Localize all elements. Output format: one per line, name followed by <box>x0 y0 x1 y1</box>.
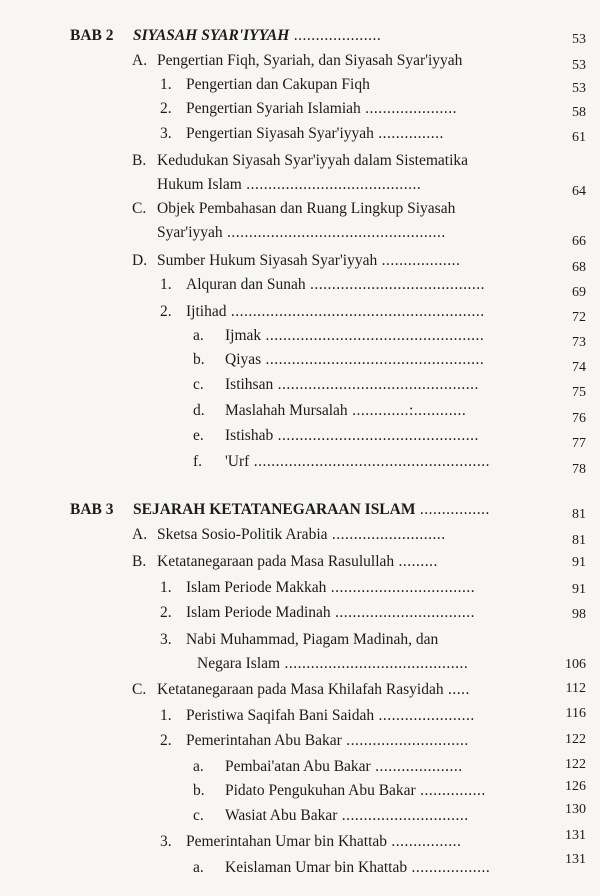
toc-entry-title[interactable] <box>157 175 421 195</box>
toc-page-number: 69 <box>572 285 586 300</box>
toc-leader-dots: .............:............ <box>347 402 467 419</box>
toc-entry-title[interactable] <box>157 151 468 171</box>
toc-number: f. <box>193 453 203 470</box>
toc-number: b. <box>193 351 205 368</box>
toc-entry-title[interactable] <box>186 706 475 726</box>
toc-title-text: Pengertian Siyasah Syar'iyyah <box>186 125 374 142</box>
toc-entry-title[interactable] <box>157 223 446 243</box>
toc-page-number: 116 <box>565 706 586 721</box>
toc-title-text: Islam Periode Makkah <box>186 579 327 596</box>
toc-leader-dots: ..... <box>443 681 470 698</box>
toc-entry-title[interactable] <box>157 199 455 219</box>
toc-title-text: Pengertian dan Cakupan Fiqh <box>186 76 370 93</box>
toc-title-text: Istihsan <box>225 376 274 393</box>
toc-leader-dots: ................ <box>415 501 490 518</box>
toc-entry-title[interactable] <box>157 552 438 572</box>
toc-entry-title[interactable] <box>157 51 462 71</box>
toc-leader-dots: ........................................ <box>241 176 422 193</box>
toc-page-number: 75 <box>572 385 586 400</box>
toc-title-text: Ketatanegaraan pada Masa Rasulullah <box>157 553 395 570</box>
toc-page-number: 106 <box>565 657 586 672</box>
toc-leader-dots: ................................ <box>330 604 476 621</box>
toc-entry-title[interactable] <box>186 630 438 650</box>
toc-entry-title[interactable] <box>225 375 479 395</box>
toc-leader-dots: .................................................. <box>261 327 485 344</box>
toc-title-text: Objek Pembahasan dan Ruang Lingkup Siyasah <box>157 200 456 217</box>
toc-title-text: Alquran dan Sunah <box>186 276 306 293</box>
toc-title-text: Pemerintahan Abu Bakar <box>186 732 342 749</box>
toc-entry-title[interactable] <box>133 26 381 46</box>
toc-leader-dots: .......................................................... <box>226 303 485 320</box>
toc-title-text: Negara Islam <box>197 655 281 672</box>
toc-leader-dots: ............................ <box>341 732 469 749</box>
toc-number: 3. <box>160 833 172 850</box>
toc-title-text: Ijmak <box>225 327 262 344</box>
toc-title-text: Qiyas <box>225 351 262 368</box>
toc-number: BAB 2 <box>70 27 114 44</box>
toc-title-text: Sumber Hukum Siyasah Syar'iyyah <box>157 252 378 269</box>
toc-number: A. <box>132 526 148 543</box>
toc-entry-title[interactable] <box>225 806 469 826</box>
toc-entry-title[interactable] <box>186 832 461 852</box>
toc-number: 2. <box>160 604 172 621</box>
toc-number: b. <box>193 782 205 799</box>
toc-leader-dots: .................................................. <box>261 351 485 368</box>
toc-leader-dots: .......................... <box>327 526 446 543</box>
toc-page-number: 68 <box>572 260 586 275</box>
toc-entry-title[interactable] <box>186 75 370 95</box>
toc-leader-dots: ...................... <box>374 707 475 724</box>
toc-title-text: Pemerintahan Umar bin Khattab <box>186 833 388 850</box>
toc-page-number: 131 <box>565 828 586 843</box>
toc-page-number: 61 <box>572 130 586 145</box>
toc-entry-title[interactable] <box>186 731 469 751</box>
toc-page-number: 122 <box>565 732 586 747</box>
toc-title-text: Maslahah Mursalah <box>225 402 348 419</box>
toc-leader-dots: ............... <box>373 125 444 142</box>
toc-page-number: 81 <box>572 507 586 522</box>
toc-title-text: Istishab <box>225 427 274 444</box>
toc-entry-title[interactable] <box>186 99 457 119</box>
toc-title-text: Syar'iyyah <box>157 224 223 241</box>
toc-page-number: 53 <box>572 32 586 47</box>
toc-number: C. <box>132 681 147 698</box>
toc-leader-dots: .............................................. <box>273 376 479 393</box>
toc-entry-title[interactable] <box>133 500 490 520</box>
toc-page-number: 91 <box>572 582 586 597</box>
toc-leader-dots: .............................................. <box>273 427 479 444</box>
toc-page-number: 78 <box>572 462 586 477</box>
toc-page-number: 76 <box>572 411 586 426</box>
toc-number: A. <box>132 52 148 69</box>
toc-title-text: SEJARAH KETATANEGARAAN ISLAM <box>133 501 416 518</box>
toc-number: 3. <box>160 631 172 648</box>
toc-number: 1. <box>160 276 172 293</box>
toc-number: D. <box>132 252 148 269</box>
toc-entry-title[interactable] <box>225 781 486 801</box>
toc-number: 1. <box>160 76 172 93</box>
toc-entry-title[interactable] <box>186 578 475 598</box>
toc-title-text: Pembai'atan Abu Bakar <box>225 758 371 775</box>
toc-title-text: Sketsa Sosio-Politik Arabia <box>157 526 328 543</box>
toc-number: 1. <box>160 707 172 724</box>
toc-number: 1. <box>160 579 172 596</box>
toc-page-number: 81 <box>572 533 586 548</box>
toc-leader-dots: .................................................. <box>222 224 446 241</box>
toc-entry-title[interactable] <box>225 326 484 346</box>
toc-number: 2. <box>160 100 172 117</box>
toc-leader-dots: .................. <box>407 859 491 876</box>
toc-page-number: 131 <box>565 852 586 867</box>
toc-entry-title[interactable] <box>186 275 485 295</box>
toc-leader-dots: ......... <box>394 553 438 570</box>
toc-title-text: Ketatanegaraan pada Masa Khilafah Rasyidah <box>157 681 444 698</box>
toc-entry-title[interactable] <box>186 603 475 623</box>
toc-page-number: 53 <box>572 58 586 73</box>
toc-page-number: 74 <box>572 360 586 375</box>
toc-entry-title[interactable] <box>225 858 490 878</box>
toc-number: e. <box>193 427 204 444</box>
toc-entry-title[interactable] <box>225 426 479 446</box>
toc-entry-title[interactable] <box>157 680 470 700</box>
toc-number: c. <box>193 376 204 393</box>
toc-entry-title[interactable] <box>225 452 490 472</box>
toc-entry-title[interactable] <box>225 757 463 777</box>
toc-page-number: 91 <box>572 555 586 570</box>
toc-leader-dots: .................. <box>377 252 461 269</box>
toc-leader-dots: .................... <box>289 27 382 44</box>
toc-page-number: 72 <box>572 310 586 325</box>
toc-leader-dots: ................ <box>387 833 462 850</box>
toc-number: a. <box>193 859 204 876</box>
toc-title-text: Pengertian Syariah Islamiah <box>186 100 361 117</box>
toc-page-number: 130 <box>565 802 586 817</box>
toc-title-text: SIYASAH SYAR'IYYAH <box>133 27 290 44</box>
toc-number: 3. <box>160 125 172 142</box>
toc-page-number: 98 <box>572 607 586 622</box>
toc-page-number: 112 <box>565 681 586 696</box>
toc-number: 2. <box>160 303 172 320</box>
toc-title-text: Islam Periode Madinah <box>186 604 331 621</box>
toc-title-text: Pengertian Fiqh, Syariah, dan Siyasah Syar'iyyah <box>157 52 463 69</box>
toc-number: a. <box>193 327 204 344</box>
toc-leader-dots: ................................. <box>326 579 476 596</box>
toc-entry-title[interactable] <box>157 251 460 271</box>
toc-page-number: 58 <box>572 105 586 120</box>
toc-title-text: Ijtihad <box>186 303 227 320</box>
toc-page-number: 126 <box>565 779 586 794</box>
toc-page-number: 122 <box>565 757 586 772</box>
toc-page-number: 77 <box>572 436 586 451</box>
toc-title-text: Keislaman Umar bin Khattab <box>225 859 408 876</box>
toc-page-number: 64 <box>572 184 586 199</box>
toc-number: B. <box>132 553 147 570</box>
toc-leader-dots: .................... <box>370 758 463 775</box>
toc-number: C. <box>132 200 147 217</box>
toc-title-text: Nabi Muhammad, Piagam Madinah, dan <box>186 631 439 648</box>
toc-leader-dots: ...................................................... <box>249 453 490 470</box>
toc-entry-title[interactable] <box>197 654 468 674</box>
toc-page-number: 66 <box>572 234 586 249</box>
toc-title-text: Pidato Pengukuhan Abu Bakar <box>225 782 416 799</box>
toc-number: a. <box>193 758 204 775</box>
toc-title-text: Kedudukan Siyasah Syar'iyyah dalam Sistematika <box>157 152 469 169</box>
toc-leader-dots: ..................... <box>360 100 458 117</box>
toc-number: c. <box>193 807 204 824</box>
toc-number: 2. <box>160 732 172 749</box>
toc-title-text: Hukum Islam <box>157 176 242 193</box>
toc-title-text: 'Urf <box>225 453 250 470</box>
toc-entry-title[interactable] <box>225 350 484 370</box>
toc-page-number: 53 <box>572 81 586 96</box>
toc-number: d. <box>193 402 205 419</box>
toc-leader-dots: ............................. <box>337 807 469 824</box>
toc-leader-dots: ........................................ <box>305 276 486 293</box>
toc-title-text: Peristiwa Saqifah Bani Saidah <box>186 707 375 724</box>
toc-entry-title[interactable] <box>225 401 466 421</box>
toc-title-text: Wasiat Abu Bakar <box>225 807 338 824</box>
toc-number: BAB 3 <box>70 501 114 518</box>
toc-entry-title[interactable] <box>157 525 446 545</box>
toc-leader-dots: ............... <box>415 782 486 799</box>
toc-entry-title[interactable] <box>186 302 485 322</box>
toc-entry-title[interactable] <box>186 124 444 144</box>
toc-page-number: 73 <box>572 335 586 350</box>
toc-leader-dots: .......................................... <box>280 655 469 672</box>
toc-number: B. <box>132 152 147 169</box>
